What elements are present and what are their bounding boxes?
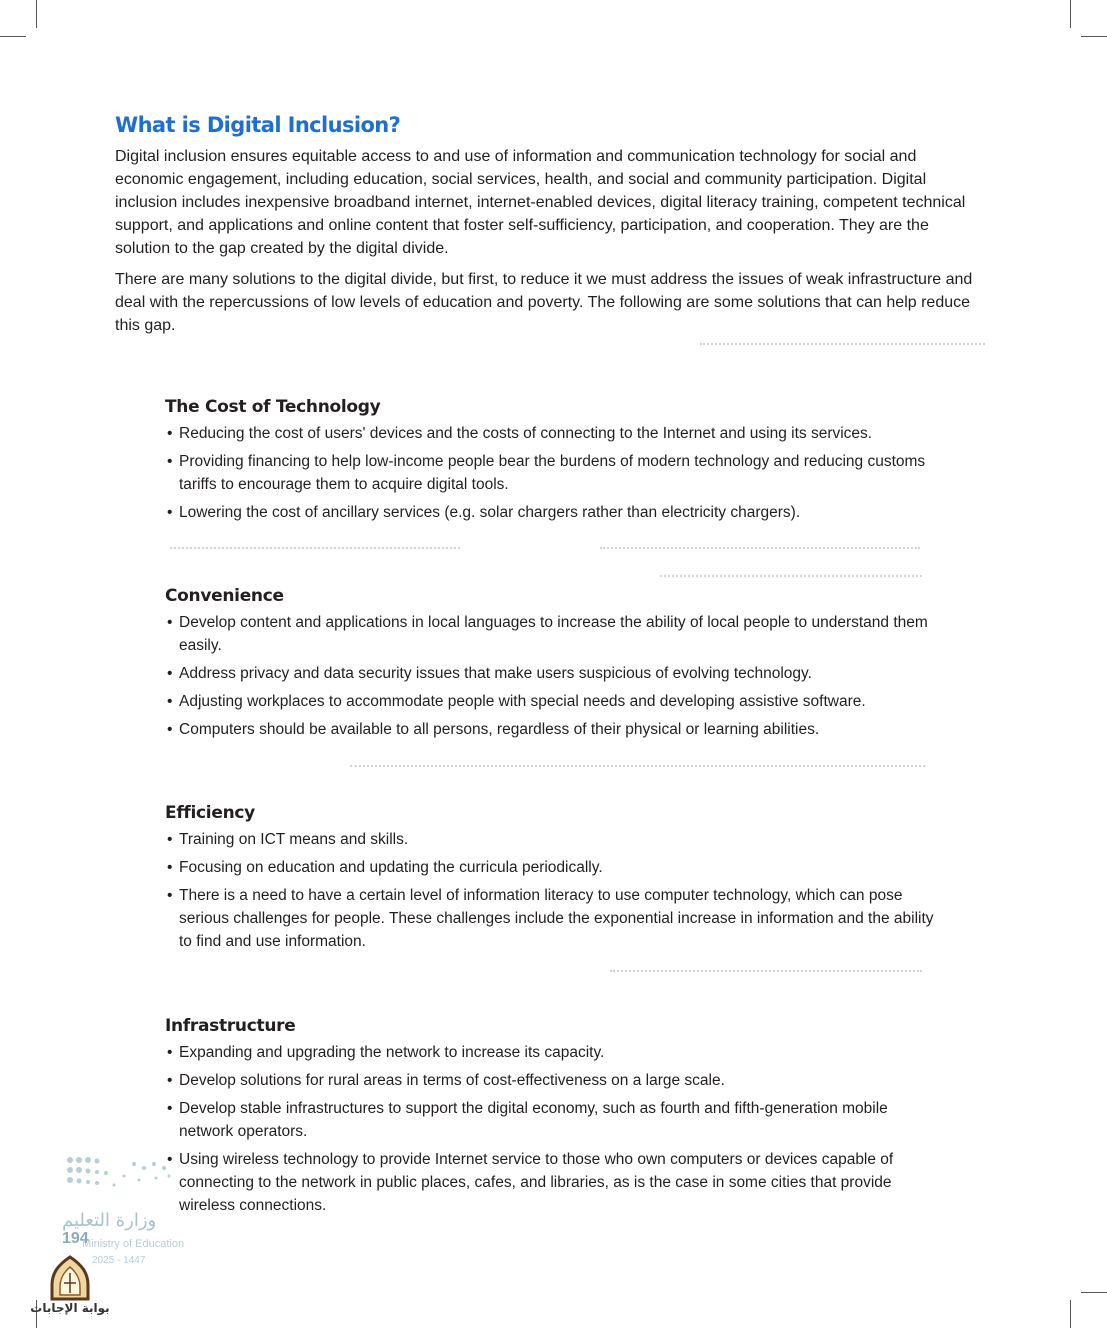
page-number: 194 (62, 1230, 89, 1247)
intro-paragraph: Digital inclusion ensures equitable access to and use of information and communication technology for social and economic engagement, including education, social services, health, and social and community participation. Digital inclusion includes inexpensive broadband internet, internet-enabled devices, digital literacy training, competent technical support, and applications and online content that foster self-sufficiency, participation, and cooperation. They are the solution to the gap created by the digital divide. (115, 148, 966, 257)
crop-mark (1070, 0, 1071, 28)
brand-logo (30, 1255, 110, 1325)
section-convenience (165, 586, 940, 746)
list-item: • Training on ICT means and skills. (165, 828, 940, 851)
ministry-name-en: Ministry of Education (82, 1238, 185, 1250)
section-heading: Infrastructure (165, 1016, 296, 1036)
bleed-through (170, 547, 460, 551)
list-item: • Expanding and upgrading the network to increase its capacity. (165, 1041, 940, 1064)
section-efficiency (165, 803, 940, 958)
list-item: • Computers should be available to all persons, regardless of their physical or learning abilities. (165, 718, 940, 741)
list-item: • Providing financing to help low-income people bear the burdens of modern technology and reducing customs tariffs to encourage them to acquire digital tools. (165, 450, 940, 496)
dots-icon (64, 1152, 204, 1202)
section-heading: Efficiency (165, 803, 255, 823)
list-item: • Develop solutions for rural areas in terms of cost-effectiveness on a large scale. (165, 1069, 940, 1092)
bullet-list (165, 611, 940, 741)
brand-name: بوابة الإجابات (30, 1301, 110, 1315)
list-item: • Using wireless technology to provide Internet service to those who own computers or devices capable of connecting to the network in public places, cafes, and libraries, as is the case in some cities that provide wireless connections. (165, 1148, 940, 1217)
intro-text (115, 145, 985, 345)
list-item: • Address privacy and data security issues that make users suspicious of evolving technology. (165, 662, 940, 685)
crop-mark (1070, 1300, 1071, 1328)
section-heading: The Cost of Technology (165, 397, 381, 417)
list-item: • Develop content and applications in local languages to increase the ability of local people to understand them easily. (165, 611, 940, 657)
intro-paragraph: There are many solutions to the digital divide, but first, to reduce it we must address the issues of weak infrastructure and deal with the repercussions of low levels of education and poverty. The following are some solutions that can help reduce this gap. (115, 271, 973, 334)
section-cost (165, 397, 940, 529)
list-item: • There is a need to have a certain level of information literacy to use computer technology, which can pose serious challenges for people. These challenges include the exponential increase in information and the ability to find and use information. (165, 884, 940, 953)
section-heading: Convenience (165, 586, 284, 606)
bleed-through (700, 343, 985, 347)
list-item: • Adjusting workplaces to accommodate people with special needs and developing assistive software. (165, 690, 940, 713)
crop-mark (0, 36, 26, 37)
bleed-through (610, 970, 922, 974)
list-item: • Focusing on education and updating the curricula periodically. (165, 856, 940, 879)
page-title: What is Digital Inclusion? (115, 113, 401, 137)
lantern-icon (30, 1255, 110, 1301)
bullet-list (165, 422, 940, 524)
years-label: 2025 - 1447 (92, 1255, 146, 1266)
bullet-list (165, 828, 940, 953)
crop-mark (1081, 36, 1107, 37)
list-item: • Lowering the cost of ancillary services (e.g. solar chargers rather than electricity chargers). (165, 501, 940, 524)
crop-mark (36, 0, 37, 28)
bullet-list (165, 1041, 940, 1217)
bleed-through (660, 575, 922, 579)
list-item: • Develop stable infrastructures to support the digital economy, such as fourth and fifth-generation mobile network operators. (165, 1097, 940, 1143)
bleed-through (600, 547, 920, 551)
ministry-logo (62, 1150, 202, 1270)
ministry-name-ar: وزارة التعليم (62, 1210, 157, 1231)
bleed-through (350, 765, 925, 769)
section-infrastructure (165, 1016, 940, 1222)
crop-mark (1081, 1292, 1107, 1293)
list-item: • Reducing the cost of users' devices and the costs of connecting to the Internet and using its services. (165, 422, 940, 445)
